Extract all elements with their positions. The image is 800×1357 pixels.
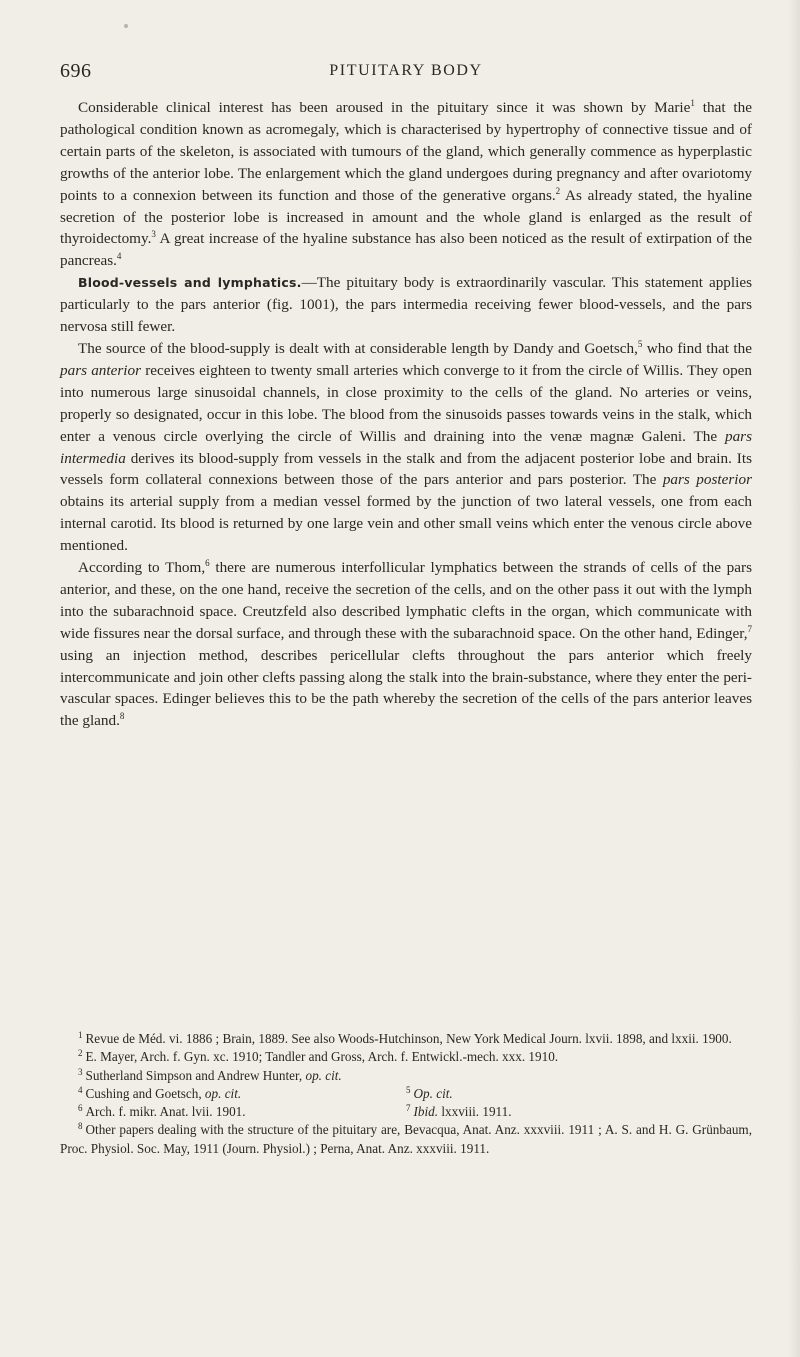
footnote-2: $^2$ E. Mayer, Arch. f. Gyn. xc. 1910; Tandler and Gross, Arch. f. Entwickl.-mech. xxx. 1910. — [78, 1048, 559, 1065]
footnote-ref-2[interactable]: 2 — [555, 185, 561, 196]
paragraph-blood-vessels: Blood-vessels and lymphatics.—The pituitary body is extraordinarily vascular. This statement applies particularly to the pars anterior (fig. 1001), the pars intermedia receiving fewer blood-vessels, and the pars nervosa still fewer. — [60, 274, 752, 336]
footnote-ref-6[interactable]: 6 — [205, 558, 210, 569]
running-title: PITUITARY BODY — [329, 62, 483, 79]
footnote-ref-3[interactable]: 3 — [151, 229, 156, 240]
footnote-ref-1[interactable]: 1 — [690, 98, 695, 108]
page-number: 696 — [60, 60, 92, 82]
footnote-ref-5[interactable]: 5 — [637, 338, 643, 349]
footnote-4: $^4$ Cushing and Goetsch, op. cit. — [78, 1084, 242, 1101]
footnote-row-6-7 — [60, 1103, 752, 1121]
footnote-7: $^7$ Ibid. lxxviii. 1911. — [406, 1103, 512, 1120]
footnote-ref-7[interactable]: 7 — [747, 623, 752, 634]
footnote-8: $^8$ Other papers dealing with the structure of the pituitary are, Bevacqua, Anat. Anz. xxxviii. 1911 ; A. S. and H. G. Grünbaum, Proc. Physiol. Soc. May, 1911 (Journ. Physiol.) ; Perna, Anat. Anz. xxxviii. 1911. — [60, 1121, 752, 1156]
footnote-row-4-5 — [60, 1085, 752, 1103]
paragraph-blood-supply: The source of the blood-supply is dealt with at considerable length by Dandy and Goetsch,$^5$ who find that the pars anterior receives eighteen to twenty small arteries which converge to it from the circle of Willis. They open into numerous large sinusoidal channels, in close proximity to the cells of the gland. No arteries or veins, properly so designated, occur in this lobe. The blood from the sinusoids passes towards veins in the stalk, which enter a venous circle overlying the circle of Willis and draining into the venæ magnæ Galeni. The pars intermedia derives its blood-supply from vessels in the stalk and from the adjacent posterior lobe and brain. Its vessels form collateral connexions between those of the pars anterior and pars posterior. The pars posterior obtains its arterial supply from a median vessel formed by the junction of two lateral vessels, one from each internal carotid. Its blood is returned by one large vein and other small veins which enter the venous circle above mentioned. — [60, 338, 752, 555]
footnote-5: $^5$ Op. cit. — [406, 1084, 453, 1101]
footnote-ref-4[interactable]: 4 — [116, 251, 122, 262]
print-speck — [124, 24, 128, 28]
footnote-3: $^3$ Sutherland Simpson and Andrew Hunter, op. cit. — [78, 1066, 342, 1083]
paragraph-lymphatics: According to Thom,$^6$ there are numerous interfollicular lymphatics between the strands of cells of the pars anterior, and these, on the one hand, receive the secretion of the cells, and on the other pass it out with the lymph into the subarachnoid space. Creutzfeld also described lymphatic clefts in the organ, which communicate with wide fissures near the dorsal surface, and through these with the subarachnoid space. On the other hand, Edinger,$^7$ using an injection method, describes pericellular clefts throughout the pars anterior which freely intercommunicate and join other clefts passing along the stalk into the brain-substance, where they enter the peri-vascular spaces. Edinger believes this to be the path whereby the secretion of the cells of the pars anterior leaves the gland.$^8$ — [60, 558, 752, 730]
page-header — [60, 60, 752, 86]
body-text — [60, 97, 752, 732]
footnotes — [60, 1030, 752, 1158]
footnote-1: $^1$ Revue de Méd. vi. 1886 ; Brain, 1889. See also Woods-Hutchinson, New York Medical Journ. lxvii. 1898, and lxxii. 1900. — [78, 1030, 732, 1046]
footnote-6: $^6$ Arch. f. mikr. Anat. lvii. 1901. — [78, 1103, 246, 1120]
section-heading: Blood-vessels and lymphatics. — [78, 275, 302, 291]
footnote-ref-8[interactable]: 8 — [119, 711, 125, 722]
page-edge-shadow — [788, 0, 800, 1357]
paragraph-acromegaly: Considerable clinical interest has been aroused in the pituitary since it was shown by Marie$^1$ that the pathological condition known as acromegaly, which is characterised by hypertrophy of connective tissue and of certain parts of the skeleton, is associated with tumours of the gland, which generally commence as hyperplastic growths of the anterior lobe. The enlargement which the gland undergoes during pregnancy and after ovariotomy points to a connexion between its function and those of the generative organs.$^2$ As already stated, the hyaline secretion of the posterior lobe is increased in amount and the whole gland is enlarged as the result of thyroidectomy.$^3$ A great increase of the hyaline substance has also been noticed as the result of extirpation of the pancreas.$^4$ — [60, 98, 752, 270]
